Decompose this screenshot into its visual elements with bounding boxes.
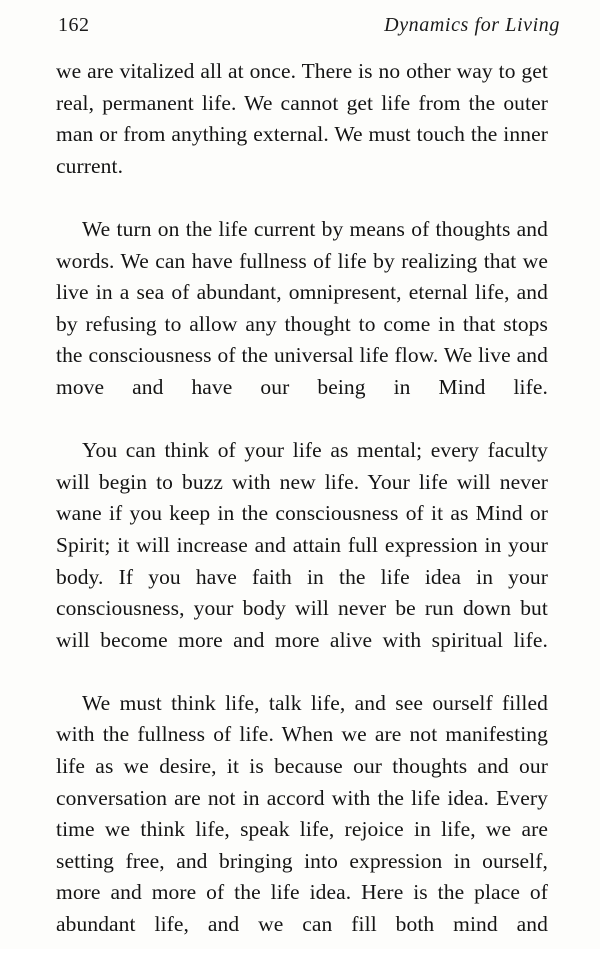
book-title: Dynamics for Living [384,14,560,36]
body-text [56,56,548,972]
paragraph: We must think life, talk life, and see ourself filled with the fullness of life. When we are not manifesting life as we desire, it is because our thoughts and our conversation are not in accord with the life idea. Every time we think life, speak life, rejoice in life, we are setting free, and bringing into expression in ourself, more and more of the life idea. Here is the place of abundant life, and we can fill both mind and [56,690,548,937]
paragraph: we are vitalized all at once. There is no other way to get real, permanent life. We cannot get life from the outer man or from anything external. We must touch the inner current. [56,59,548,178]
paragraph: You can think of your life as mental; every faculty will begin to buzz with new life. Your life will never wane if you keep in the consciousness of it as Mind or Spirit; it will increase and attain full expression in your body. If you have faith in the life idea in your consciousness, your body will never be run down but will become more and more alive with spiritual life. [56,438,548,652]
paragraph: We turn on the life current by means of thoughts and words. We can have fullness of life by realizing that we live in a sea of abundant, omnipresent, eternal life, and by refusing to allow any thought to come in that stops the consciousness of the universal life flow. We live and move and have our being in Mind life. [56,216,548,399]
running-head [58,14,560,44]
page-number: 162 [58,14,90,36]
